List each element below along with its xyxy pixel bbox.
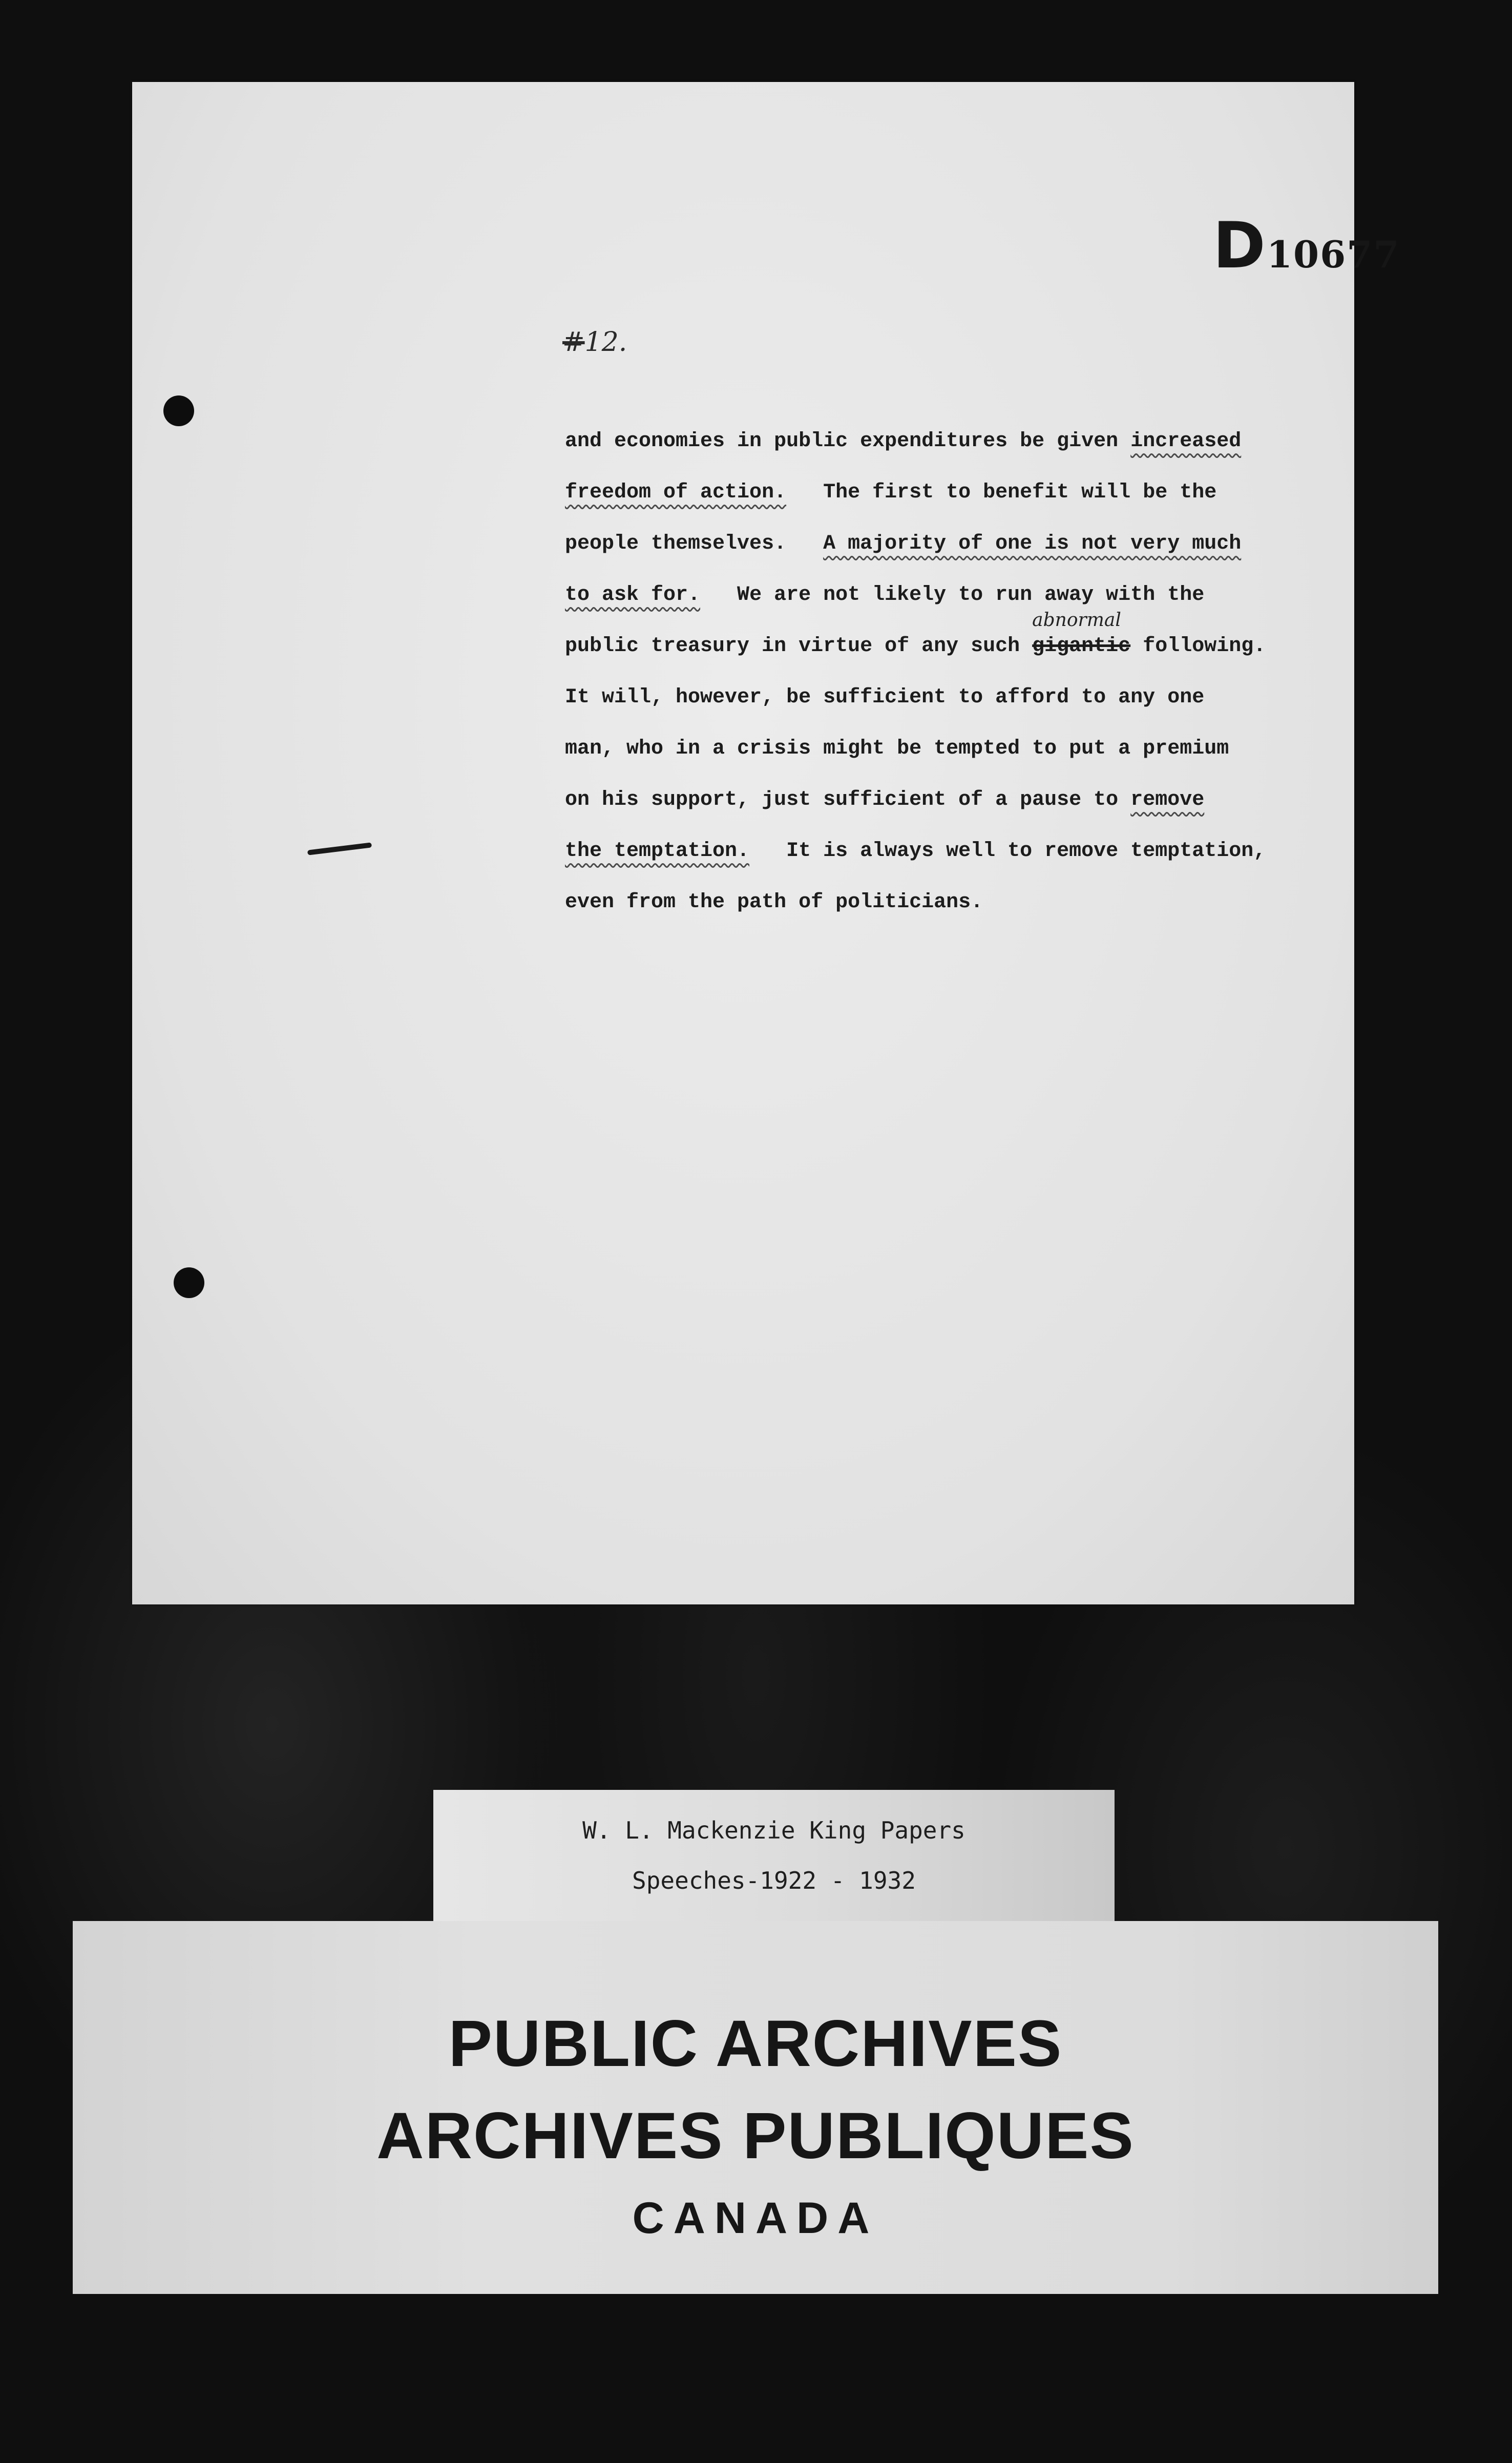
text-line xyxy=(565,467,1354,518)
text-segment: even from the path of politicians. xyxy=(565,891,983,914)
document-number xyxy=(1213,209,1400,283)
handwritten-page-number xyxy=(562,327,627,358)
text-segment: and economies in public expenditures be given xyxy=(565,430,1131,453)
text-line xyxy=(565,826,1354,877)
punch-hole-bottom xyxy=(174,1267,204,1298)
text-line xyxy=(565,518,1354,570)
document-number-digits: 10677 xyxy=(1266,233,1400,276)
struck-word: gigantic abnormal xyxy=(1032,610,1131,658)
archive-name-french: ARCHIVES PUBLIQUES xyxy=(376,2099,1135,2173)
text-line xyxy=(565,570,1354,621)
text-segment: The first to benefit will be the xyxy=(786,481,1217,504)
text-line xyxy=(565,416,1354,467)
handwritten-insertion: abnormal xyxy=(1032,610,1121,631)
text-segment: man, who in a crisis might be tempted to put a premium xyxy=(565,737,1229,760)
text-segment: on his support, just sufficient of a pause to xyxy=(565,788,1131,811)
text-segment: We are not likely to run away with the xyxy=(700,583,1205,607)
underlined-phrase: A majority of one is not very much xyxy=(823,532,1242,555)
struck-page-mark: # xyxy=(562,327,585,358)
text-segment: public treasury in virtue of any such xyxy=(565,635,1033,658)
collection-title: W. L. Mackenzie King Papers xyxy=(582,1817,965,1844)
underlined-phrase: freedom of action. xyxy=(565,481,787,504)
text-line xyxy=(565,877,1354,928)
collection-label xyxy=(433,1790,1115,1927)
text-segment: people themselves. xyxy=(565,532,824,555)
page-number: 12. xyxy=(584,327,627,358)
typed-speech-text xyxy=(565,416,1354,928)
text-line xyxy=(565,723,1354,775)
text-line xyxy=(565,775,1354,826)
typed-document-page xyxy=(132,82,1400,1604)
archive-name-english: PUBLIC ARCHIVES xyxy=(448,2007,1063,2080)
text-segment: It will, however, be sufficient to afford to any one xyxy=(565,686,1205,709)
collection-series: Speeches-1922 - 1932 xyxy=(632,1867,916,1894)
text-segment: It is always well to remove temptation, xyxy=(749,840,1266,863)
archive-stamp-card xyxy=(73,1921,1438,2294)
archive-country: CANADA xyxy=(632,2194,879,2243)
underlined-phrase: to ask for. xyxy=(565,583,701,607)
underlined-phrase: the temptation. xyxy=(565,840,750,863)
document-number-prefix: D xyxy=(1213,209,1267,283)
underlined-phrase: increased xyxy=(1130,430,1242,453)
text-segment: following. xyxy=(1130,635,1266,658)
punch-hole-top xyxy=(163,395,194,426)
underlined-phrase: remove xyxy=(1130,788,1205,811)
text-line xyxy=(565,610,1354,672)
text-line xyxy=(565,672,1354,723)
